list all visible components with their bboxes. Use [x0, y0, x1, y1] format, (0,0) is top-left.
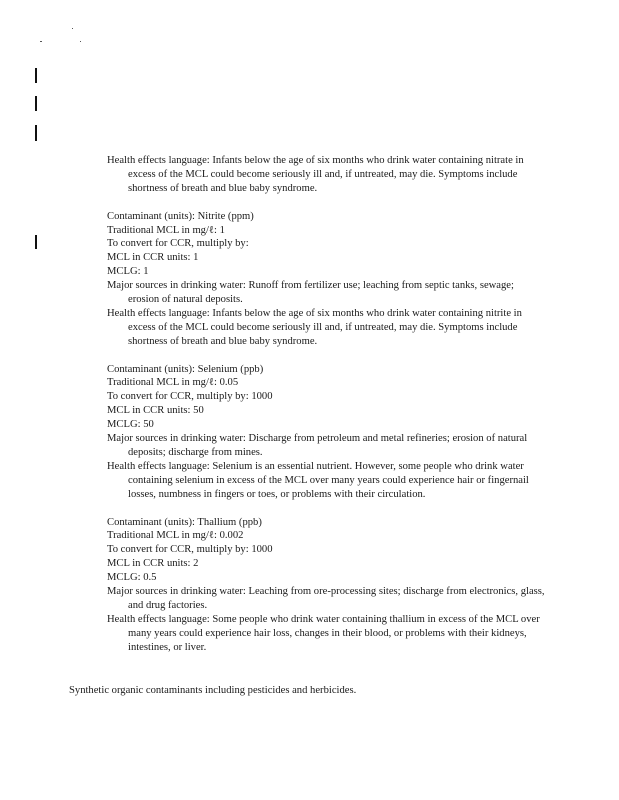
traditional-mcl: Traditional MCL in mg/ℓ: 1 [107, 224, 225, 236]
section-heading: Synthetic organic contaminants including pesticides and herbicides. [69, 685, 357, 696]
scan-speck [72, 28, 73, 29]
revision-bar [35, 235, 37, 249]
document-body [107, 154, 547, 668]
contaminant-block-thallium [107, 516, 547, 655]
scan-speck [80, 41, 81, 42]
contaminant-block-nitrite [107, 210, 547, 349]
contaminant-units: Contaminant (units): Selenium (ppb) [107, 363, 264, 375]
mcl-ccr-units: MCL in CCR units: 1 [107, 252, 199, 264]
revision-bar [35, 96, 37, 111]
health-effects: Health effects language: Some people who drink water containing thallium in excess of the MCL over many years could experience hair loss, changes in their blood, or problems with their kidneys, intestines, or liver. [107, 613, 540, 653]
major-sources: Major sources in drinking water: Runoff from fertilizer use; leaching from septic tanks, sewage; erosion of natural deposits. [107, 280, 514, 306]
major-sources: Major sources in drinking water: Discharge from petroleum and metal refineries; erosion of natural deposits; discharge from mines. [107, 433, 528, 458]
major-sources: Major sources in drinking water: Leaching from ore-processing sites; discharge from electronics, glass, and drug factories. [107, 586, 545, 611]
revision-bar [35, 68, 37, 83]
convert-factor: To convert for CCR, multiply by: 1000 [107, 544, 273, 556]
health-effects: Health effects language: Infants below the age of six months who drink water containing nitrite in excess of the MCL could become seriously ill and, if untreated, may die. Symptoms include shortness of breath and blue baby syndrome. [107, 307, 522, 347]
mcl-ccr-units: MCL in CCR units: 2 [107, 558, 199, 570]
mclg: MCLG: 50 [107, 419, 154, 431]
revision-bar [35, 125, 37, 141]
mcl-ccr-units: MCL in CCR units: 50 [107, 405, 204, 417]
health-effects: Health effects language: Infants below the age of six months who drink water containing nitrate in excess of the MCL could become seriously ill and, if untreated, may die. Symptoms include shortness of breath and blue baby syndrome. [107, 155, 524, 194]
mclg: MCLG: 0.5 [107, 572, 157, 584]
contaminant-units: Contaminant (units): Nitrite (ppm) [107, 210, 254, 222]
traditional-mcl: Traditional MCL in mg/ℓ: 0.05 [107, 377, 239, 389]
convert-factor: To convert for CCR, multiply by: 1000 [107, 391, 273, 403]
scan-speck [40, 41, 42, 42]
contaminant-block-selenium [107, 363, 547, 502]
mclg: MCLG: 1 [107, 266, 149, 278]
traditional-mcl: Traditional MCL in mg/ℓ: 0.002 [107, 530, 244, 542]
health-effects: Health effects language: Selenium is an essential nutrient. However, some people who drink water containing selenium in excess of the MCL over many years could experience hair or fingernail losses, numbness in fingers or toes, or problems with their circulation. [107, 460, 529, 500]
convert-factor: To convert for CCR, multiply by: [107, 238, 249, 250]
nitrate-health-block [107, 154, 547, 196]
contaminant-units: Contaminant (units): Thallium (ppb) [107, 516, 262, 528]
